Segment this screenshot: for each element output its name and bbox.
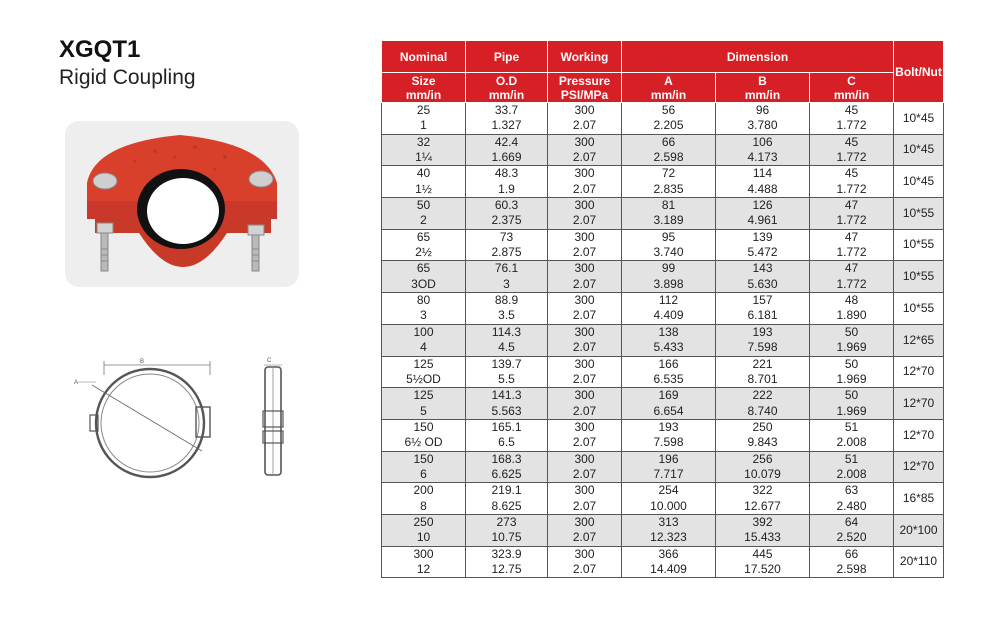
table-row xyxy=(382,198,944,230)
label-a: A xyxy=(74,380,79,386)
cell-od: 165.1 6.5 xyxy=(466,419,548,451)
cell-c: 45 1.772 xyxy=(810,166,894,198)
table-row xyxy=(382,293,944,325)
cell-od: 323.9 12.75 xyxy=(466,546,548,578)
cell-od: 141.3 5.563 xyxy=(466,388,548,420)
cell-nom: 200 8 xyxy=(382,483,466,515)
cell-a: 366 14.409 xyxy=(622,546,716,578)
cell-wp: 300 2.07 xyxy=(548,103,622,135)
cell-a: 313 12.323 xyxy=(622,514,716,546)
header-nominal-sub: Size mm/in xyxy=(382,73,466,103)
cell-wp: 300 2.07 xyxy=(548,451,622,483)
cell-c: 66 2.598 xyxy=(810,546,894,578)
label-b: B xyxy=(140,359,145,365)
cell-bolt: 10*55 xyxy=(894,293,944,325)
table-row xyxy=(382,483,944,515)
cell-bolt: 10*55 xyxy=(894,261,944,293)
cell-wp: 300 2.07 xyxy=(548,514,622,546)
table-row xyxy=(382,103,944,135)
cell-bolt: 10*55 xyxy=(894,229,944,261)
table-row xyxy=(382,419,944,451)
product-name: Rigid Coupling xyxy=(59,66,196,89)
header-nominal: Nominal xyxy=(382,41,466,73)
cell-bolt: 10*45 xyxy=(894,103,944,135)
header-b: B mm/in xyxy=(716,73,810,103)
table-row xyxy=(382,229,944,261)
cell-bolt: 12*70 xyxy=(894,419,944,451)
cell-bolt: 12*65 xyxy=(894,324,944,356)
cell-b: 96 3.780 xyxy=(716,103,810,135)
cell-b: 106 4.173 xyxy=(716,134,810,166)
cell-b: 256 10.079 xyxy=(716,451,810,483)
cell-c: 51 2.008 xyxy=(810,451,894,483)
cell-c: 48 1.890 xyxy=(810,293,894,325)
header-dimension: Dimension xyxy=(622,41,894,73)
cell-wp: 300 2.07 xyxy=(548,261,622,293)
cell-nom: 125 5 xyxy=(382,388,466,420)
table-row xyxy=(382,546,944,578)
cell-wp: 300 2.07 xyxy=(548,419,622,451)
cell-wp: 300 2.07 xyxy=(548,483,622,515)
cell-a: 99 3.898 xyxy=(622,261,716,293)
header-a: A mm/in xyxy=(622,73,716,103)
cell-a: 166 6.535 xyxy=(622,356,716,388)
header-working: Working xyxy=(548,41,622,73)
cell-wp: 300 2.07 xyxy=(548,388,622,420)
cell-b: 126 4.961 xyxy=(716,198,810,230)
cell-bolt: 20*100 xyxy=(894,514,944,546)
cell-od: 60.3 2.375 xyxy=(466,198,548,230)
header-bolt-nut: Bolt/Nut xyxy=(894,41,944,103)
cell-nom: 125 5½OD xyxy=(382,356,466,388)
cell-od: 168.3 6.625 xyxy=(466,451,548,483)
cell-nom: 100 4 xyxy=(382,324,466,356)
cell-bolt: 10*45 xyxy=(894,166,944,198)
cell-nom: 80 3 xyxy=(382,293,466,325)
cell-wp: 300 2.07 xyxy=(548,324,622,356)
cell-od: 88.9 3.5 xyxy=(466,293,548,325)
cell-od: 114.3 4.5 xyxy=(466,324,548,356)
cell-od: 33.7 1.327 xyxy=(466,103,548,135)
cell-bolt: 12*70 xyxy=(894,356,944,388)
cell-wp: 300 2.07 xyxy=(548,293,622,325)
cell-c: 45 1.772 xyxy=(810,103,894,135)
cell-a: 193 7.598 xyxy=(622,419,716,451)
table-row xyxy=(382,166,944,198)
header-pipe: Pipe xyxy=(466,41,548,73)
cell-a: 112 4.409 xyxy=(622,293,716,325)
cell-c: 45 1.772 xyxy=(810,134,894,166)
cell-nom: 65 2½ xyxy=(382,229,466,261)
cell-od: 48.3 1.9 xyxy=(466,166,548,198)
cell-b: 250 9.843 xyxy=(716,419,810,451)
cell-wp: 300 2.07 xyxy=(548,356,622,388)
cell-nom: 150 6½ OD xyxy=(382,419,466,451)
product-photo xyxy=(65,121,299,287)
side-view-drawing xyxy=(254,355,294,480)
cell-c: 64 2.520 xyxy=(810,514,894,546)
cell-c: 47 1.772 xyxy=(810,198,894,230)
header-pipe-sub: O.D mm/in xyxy=(466,73,548,103)
cell-a: 66 2.598 xyxy=(622,134,716,166)
cell-c: 47 1.772 xyxy=(810,261,894,293)
cell-b: 157 6.181 xyxy=(716,293,810,325)
cell-a: 81 3.189 xyxy=(622,198,716,230)
label-c: C xyxy=(267,358,272,364)
cell-b: 193 7.598 xyxy=(716,324,810,356)
cell-a: 56 2.205 xyxy=(622,103,716,135)
cell-od: 139.7 5.5 xyxy=(466,356,548,388)
cell-b: 392 15.433 xyxy=(716,514,810,546)
cell-c: 50 1.969 xyxy=(810,324,894,356)
dimension-drawing xyxy=(70,355,220,485)
cell-nom: 25 1 xyxy=(382,103,466,135)
table-row xyxy=(382,356,944,388)
table-row xyxy=(382,324,944,356)
cell-bolt: 10*55 xyxy=(894,198,944,230)
cell-b: 445 17.520 xyxy=(716,546,810,578)
cell-bolt: 10*45 xyxy=(894,134,944,166)
cell-bolt: 20*110 xyxy=(894,546,944,578)
cell-b: 222 8.740 xyxy=(716,388,810,420)
table-row xyxy=(382,514,944,546)
specification-table xyxy=(381,40,944,578)
cell-nom: 250 10 xyxy=(382,514,466,546)
product-code: XGQT1 xyxy=(59,36,141,63)
header-c: C mm/in xyxy=(810,73,894,103)
cell-c: 47 1.772 xyxy=(810,229,894,261)
table-row xyxy=(382,388,944,420)
cell-a: 254 10.000 xyxy=(622,483,716,515)
cell-wp: 300 2.07 xyxy=(548,546,622,578)
cell-bolt: 16*85 xyxy=(894,483,944,515)
cell-a: 95 3.740 xyxy=(622,229,716,261)
cell-nom: 300 12 xyxy=(382,546,466,578)
cell-a: 196 7.717 xyxy=(622,451,716,483)
cell-b: 139 5.472 xyxy=(716,229,810,261)
cell-c: 51 2.008 xyxy=(810,419,894,451)
cell-a: 169 6.654 xyxy=(622,388,716,420)
cell-a: 72 2.835 xyxy=(622,166,716,198)
cell-c: 63 2.480 xyxy=(810,483,894,515)
cell-nom: 150 6 xyxy=(382,451,466,483)
cell-c: 50 1.969 xyxy=(810,356,894,388)
cell-nom: 65 3OD xyxy=(382,261,466,293)
cell-bolt: 12*70 xyxy=(894,451,944,483)
cell-od: 273 10.75 xyxy=(466,514,548,546)
table-row xyxy=(382,261,944,293)
cell-b: 322 12.677 xyxy=(716,483,810,515)
cell-od: 76.1 3 xyxy=(466,261,548,293)
table-row xyxy=(382,134,944,166)
cell-od: 42.4 1.669 xyxy=(466,134,548,166)
cell-nom: 32 1¼ xyxy=(382,134,466,166)
cell-nom: 40 1½ xyxy=(382,166,466,198)
cell-b: 114 4.488 xyxy=(716,166,810,198)
cell-a: 138 5.433 xyxy=(622,324,716,356)
cell-b: 143 5.630 xyxy=(716,261,810,293)
cell-c: 50 1.969 xyxy=(810,388,894,420)
cell-wp: 300 2.07 xyxy=(548,229,622,261)
specification-rows xyxy=(382,103,944,578)
table-row xyxy=(382,451,944,483)
cell-wp: 300 2.07 xyxy=(548,198,622,230)
cell-bolt: 12*70 xyxy=(894,388,944,420)
cell-wp: 300 2.07 xyxy=(548,166,622,198)
header-working-sub: Pressure PSI/MPa xyxy=(548,73,622,103)
cell-od: 73 2.875 xyxy=(466,229,548,261)
cell-od: 219.1 8.625 xyxy=(466,483,548,515)
cell-nom: 50 2 xyxy=(382,198,466,230)
cell-b: 221 8.701 xyxy=(716,356,810,388)
cell-wp: 300 2.07 xyxy=(548,134,622,166)
